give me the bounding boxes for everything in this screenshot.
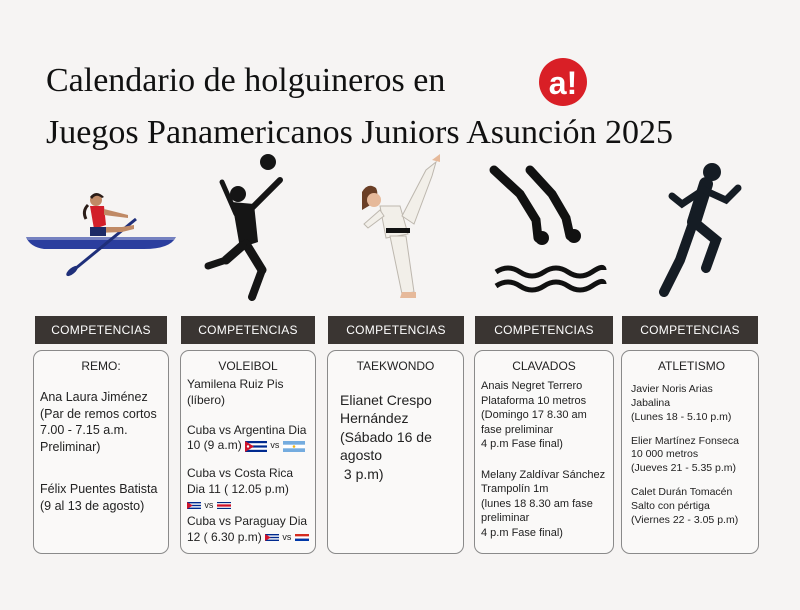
- sport-title: TAEKWONDO: [356, 359, 435, 373]
- athlete-name: Javier Noris Arias: [631, 383, 713, 395]
- athlete-entry: Ana Laura Jiménez (Par de remos cortos 7.00 - 7.15 a.m. Preliminar): [40, 390, 157, 454]
- event-name: Salto con pértiga: [631, 500, 710, 513]
- athlete-role: (líbero): [187, 392, 226, 407]
- argentina-flag-icon: [283, 441, 305, 452]
- event-name: Plataforma 10 metros: [481, 394, 587, 407]
- athlete-entry: Elianet Crespo Hernández (Sábado 16 de agosto: [340, 392, 432, 464]
- match-text: Cuba vs Costa Rica: [187, 466, 294, 481]
- taekwondo-icon: [352, 152, 444, 304]
- column-header-clavados: COMPETENCIAS: [475, 316, 613, 344]
- vs-label: vs: [204, 499, 214, 510]
- card-remo: [33, 350, 169, 554]
- match-date: Dia 11 ( 12.05 p.m): [187, 482, 289, 497]
- athlete-entry: Félix Puentes Batista (9 al 13 de agosto): [40, 482, 158, 513]
- event-schedule: (lunes 18 8.30 am fase preliminar: [481, 497, 593, 525]
- column-header-voleibol: COMPETENCIAS: [181, 316, 315, 344]
- athlete-name: Melany Zaldívar Sánchez: [481, 468, 606, 481]
- card-taekwondo: [327, 350, 464, 554]
- event-schedule: 4 p.m Fase final): [481, 526, 563, 539]
- page-title-line-2: Juegos Panamericanos Juniors Asunción 2025: [46, 114, 674, 151]
- athlete-name: Anais Negret Terrero: [481, 380, 583, 392]
- logo-icon: [538, 56, 602, 108]
- vs-label: vs: [270, 440, 280, 451]
- event-schedule: (Domingo 17 8.30 am fase preliminar: [481, 409, 587, 436]
- sport-title: REMO:: [81, 359, 121, 373]
- card-voleibol: [180, 350, 316, 554]
- match-row: [187, 530, 309, 546]
- match-row: [187, 438, 309, 454]
- event-name: Jabalina: [631, 396, 671, 409]
- event-schedule: 4 p.m Fase final): [481, 438, 563, 451]
- event-schedule: (Viernes 22 - 3.05 p.m): [631, 513, 739, 526]
- athlete-name: Yamilena Ruiz Pis: [187, 377, 284, 391]
- column-header-remo: COMPETENCIAS: [35, 316, 167, 344]
- event-schedule: (Lunes 18 - 5.10 p.m): [631, 410, 732, 423]
- cuba-flag-icon: [245, 441, 267, 452]
- athlete-entry: 3 p.m): [340, 465, 384, 482]
- column-header-taekwondo: COMPETENCIAS: [328, 316, 464, 344]
- match-text: Cuba vs Paraguay Dia: [187, 513, 308, 528]
- sport-title: ATLETISMO: [657, 359, 726, 373]
- card-atletismo: [621, 350, 759, 554]
- athlete-name: Elier Martínez Fonseca: [631, 434, 739, 447]
- page-title-line-1: Calendario de holguineros en: [46, 62, 446, 99]
- match-text: Cuba vs Argentina Dia: [187, 422, 307, 437]
- match-row: [187, 498, 309, 514]
- sport-title: CLAVADOS: [512, 359, 576, 373]
- event-name: 10 000 metros: [631, 448, 699, 461]
- paraguay-flag-icon: [295, 533, 309, 542]
- costa-rica-flag-icon: [217, 501, 231, 510]
- match-date: 10 (9 a.m): [187, 438, 242, 453]
- event-schedule: (Jueves 21 - 5.35 p.m): [631, 462, 737, 475]
- svg-text:a!: a!: [548, 65, 578, 101]
- diving-icon: [488, 162, 608, 302]
- sport-title: VOLEIBOL: [218, 359, 278, 373]
- card-clavados: [474, 350, 614, 554]
- vs-label: vs: [282, 531, 292, 542]
- cuba-flag-icon: [265, 533, 279, 542]
- athlete-name: Calet Durán Tomacén: [631, 486, 733, 499]
- match-date: 12 ( 6.30 p.m): [187, 529, 262, 544]
- cuba-flag-icon: [187, 501, 201, 510]
- runner-icon: [650, 160, 746, 300]
- rowing-icon: [24, 185, 180, 277]
- event-name: Trampolín 1m: [481, 483, 549, 496]
- volleyball-icon: [200, 152, 296, 304]
- column-header-atletismo: COMPETENCIAS: [622, 316, 758, 344]
